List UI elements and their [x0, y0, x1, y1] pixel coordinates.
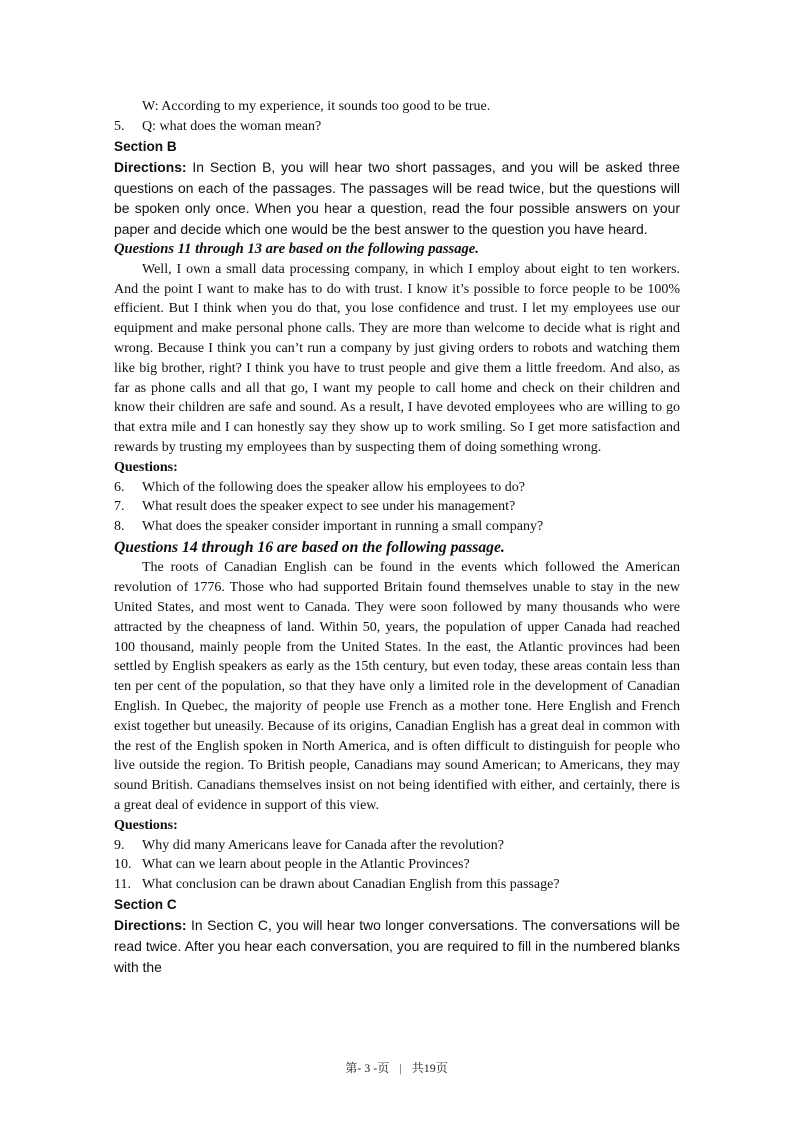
passage-1: Well, I own a small data processing company, in which I employ about eight to ten workers. And the point I want to make has to do with trust. I know it’s possible to force people to be 100% efficient. But I think when you do that, you lose confidence and trust. I let my employees use our equipment and make personal phone calls. They are more than welcome to decide what is right and wrong. Because I think you can’t run a company by just giving orders to robots and watching them like big brother, right? I think you have to trust people and give them a little freedom. And also, as far as phone calls and all that go, I want my people to call home and check on their children and know their children are safe and sound. As a result, I have devoted employees who are willing to go that extra mile and I can honestly say they show up to work smiling. So I get more satisfaction and rewards by trusting my employees than by suspecting them of doing something wrong.	[114, 261, 680, 455]
directions-section-c	[114, 915, 680, 977]
question-text: Q: what does the woman mean?	[142, 118, 322, 134]
questions-label-2: Questions:	[114, 817, 178, 833]
directions-text: In Section C, you will hear two longer conversations. The conversations will be read twice. After you hear each conversation, you are required to fill in the numbered blanks with the	[114, 917, 680, 975]
question-number: 11.	[114, 877, 131, 893]
section-c-heading: Section C	[114, 896, 177, 912]
directions-label: Directions:	[114, 159, 187, 175]
question-item-6	[114, 478, 680, 498]
question-item-8	[114, 517, 680, 537]
question-number: 7.	[114, 499, 125, 515]
footer-page-number: 第- 3 -页	[345, 1061, 390, 1075]
question-number: 8.	[114, 519, 125, 535]
question-item-5	[114, 117, 680, 137]
question-text: What does the speaker consider important in running a small company?	[142, 519, 544, 535]
question-text: What can we learn about people in the Atlantic Provinces?	[142, 857, 470, 873]
question-number: 6.	[114, 479, 125, 495]
questions-label-1: Questions:	[114, 459, 178, 475]
question-text: Which of the following does the speaker allow his employees to do?	[142, 479, 525, 495]
section-b-heading: Section B	[114, 138, 177, 154]
footer-separator: |	[399, 1061, 402, 1075]
question-text: What result does the speaker expect to see under his management?	[142, 499, 516, 515]
question-number: 9.	[114, 837, 125, 853]
question-text: What conclusion can be drawn about Canadian English from this passage?	[142, 877, 560, 893]
footer-total-pages: 共19页	[411, 1061, 448, 1075]
speaker-line-w: W: According to my experience, it sounds too good to be true.	[142, 99, 491, 114]
passage-heading-questions-14-16: Questions 14 through 16 are based on the following passage.	[114, 538, 505, 556]
question-item-9	[114, 836, 680, 856]
question-item-10	[114, 855, 680, 875]
question-number: 10.	[114, 857, 132, 873]
directions-section-b	[114, 157, 680, 239]
page-footer	[0, 1059, 793, 1076]
directions-label: Directions:	[114, 917, 187, 934]
question-number: 5.	[114, 118, 125, 134]
passage-heading-questions-11-13: Questions 11 through 13 are based on the following passage.	[114, 241, 479, 258]
question-text: Why did many Americans leave for Canada after the revolution?	[142, 837, 504, 853]
question-item-11	[114, 875, 680, 895]
passage-2: The roots of Canadian English can be found in the events which followed the American revolution of 1776. Those who had supported Britain found themselves unable to stay in the new United States, and most went to Canada. They were soon followed by many thousands who were attracted by the cheapness of land. Within 50, years, the population of upper Canada had reached 100 thousand, mainly people from the United States. In the east, the Atlantic provinces had been settled by English speakers as early as the 15th century, but even today, these areas contain less than ten per cent of the population, so that they have only a limited role in the development of Canadian English. In Quebec, the majority of people use French as a mother tone. Here English and French exist together but uneasily. Because of its origins, Canadian English has a great deal in common with the rest of the English spoken in North America, and is often difficult to distinguish for people who live outside the region. To British people, Canadians may sound American; to Americans, they may sound British. Canadians themselves insist on not being identified with either, and certainly, there is a great deal of evidence in support of this view.	[114, 560, 680, 813]
directions-text: In Section B, you will hear two short passages, and you will be asked three questions on each of the passages. The passages will be read twice, but the questions will be spoken only once. When you hear a question, read the four possible answers on your paper and decide which one would be the best answer to the question you have heard.	[114, 159, 680, 237]
document-body	[114, 97, 680, 977]
question-item-7	[114, 497, 680, 517]
